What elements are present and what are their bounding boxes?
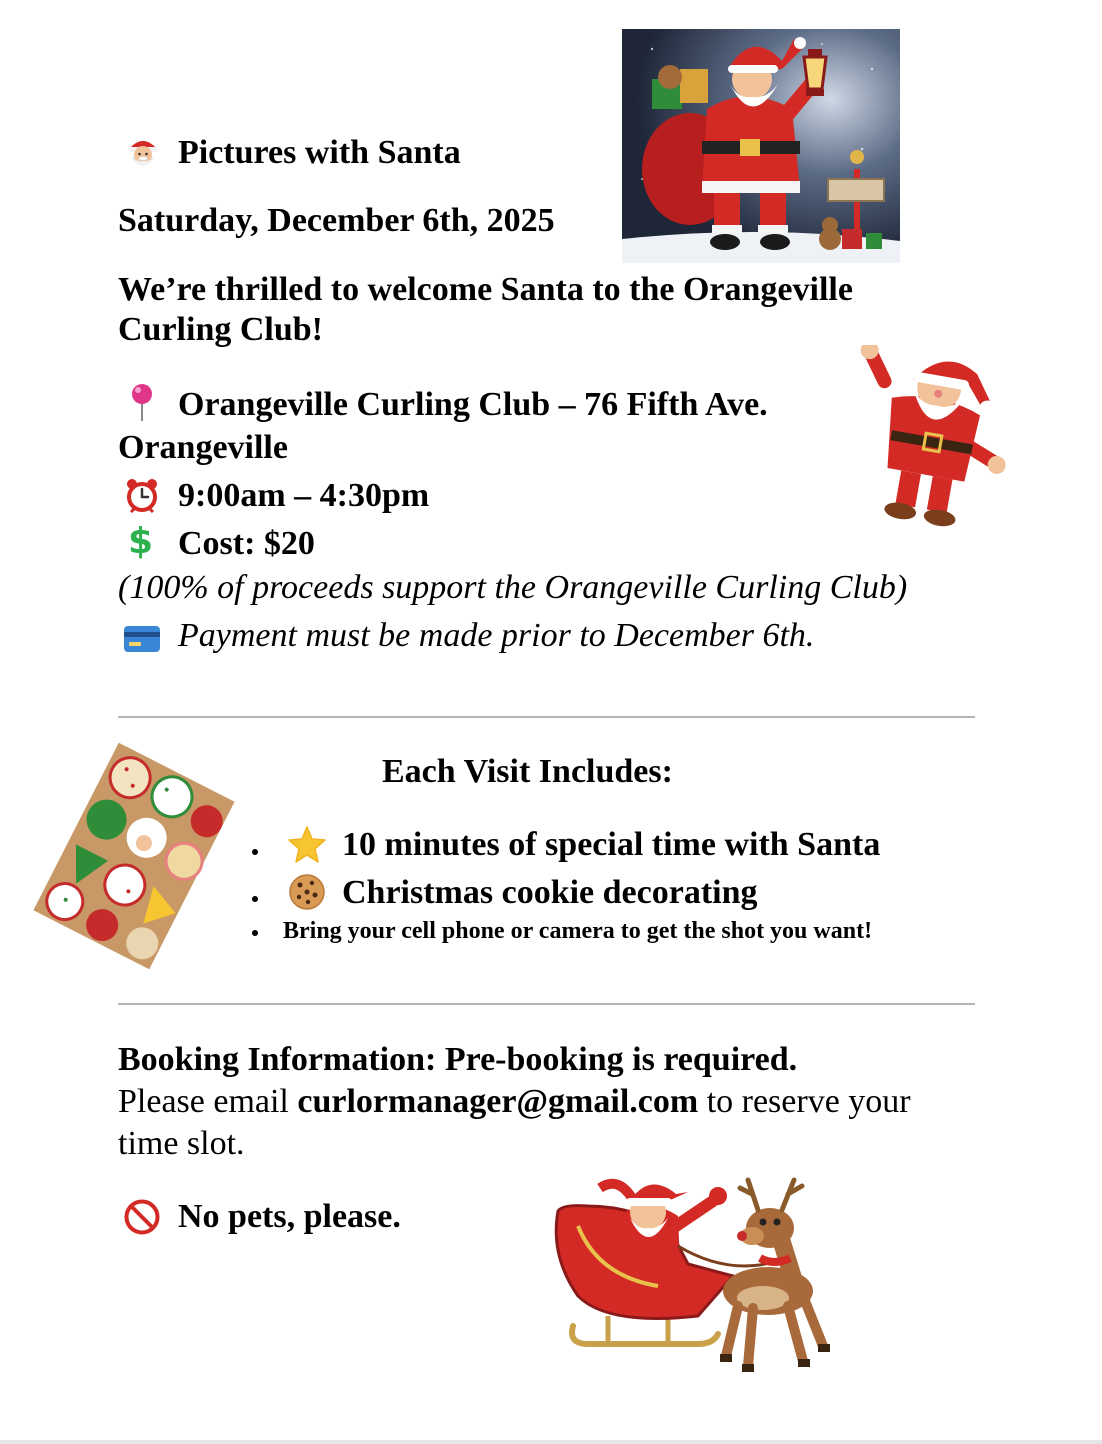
prohibited-icon [123,1198,161,1236]
credit-card-icon [123,625,161,653]
divider [118,716,975,718]
welcome-text: We’re thrilled to welcome Santa to the Orangeville Curling Club! [118,271,853,348]
booking-text [118,1082,911,1122]
location-line1: Orangeville Curling Club – 76 Fifth Ave. [178,386,768,423]
time-range: 9:00am – 4:30pm [178,477,430,514]
includes-heading: Each Visit Includes: [382,753,673,790]
divider [118,1003,975,1005]
star-icon [287,825,327,863]
bullet [252,896,258,902]
location-line2: Orangeville [118,429,288,466]
bullet [252,930,258,936]
santa-photo [622,29,900,263]
include-item-1: 10 minutes of special time with Santa [342,826,881,863]
event-date: Saturday, December 6th, 2025 [118,202,555,239]
booking-text-before: Please email [118,1083,298,1120]
page-bottom-edge [0,1440,1102,1444]
santa-face-icon [124,133,162,171]
proceeds-note: (100% of proceeds support the Orangeville Curling Club) [118,569,908,606]
pets-note: No pets, please. [178,1198,401,1235]
cookie-icon [288,873,326,911]
booking-text-after: to reserve your [698,1083,911,1120]
booking-text-line2: time slot. [118,1125,245,1162]
payment-note: Payment must be made prior to December 6th. [178,617,815,654]
include-item-2: Christmas cookie decorating [342,874,758,911]
dollar-sign-icon: $ [128,521,154,562]
waving-santa-illustration [845,345,1015,535]
map-pin-icon [128,383,156,423]
alarm-clock-icon [124,477,160,513]
booking-heading: Booking Information: Pre-booking is required. [118,1041,798,1078]
bullet [252,849,258,855]
booking-email[interactable]: curlormanager@gmail.com [297,1083,699,1120]
include-item-3: Bring your cell phone or camera to get the shot you want! [283,918,873,944]
sleigh-illustration [548,1166,838,1394]
page-title: Pictures with Santa [178,134,461,171]
cost: Cost: $20 [178,525,315,562]
cookies-photo [33,742,235,970]
